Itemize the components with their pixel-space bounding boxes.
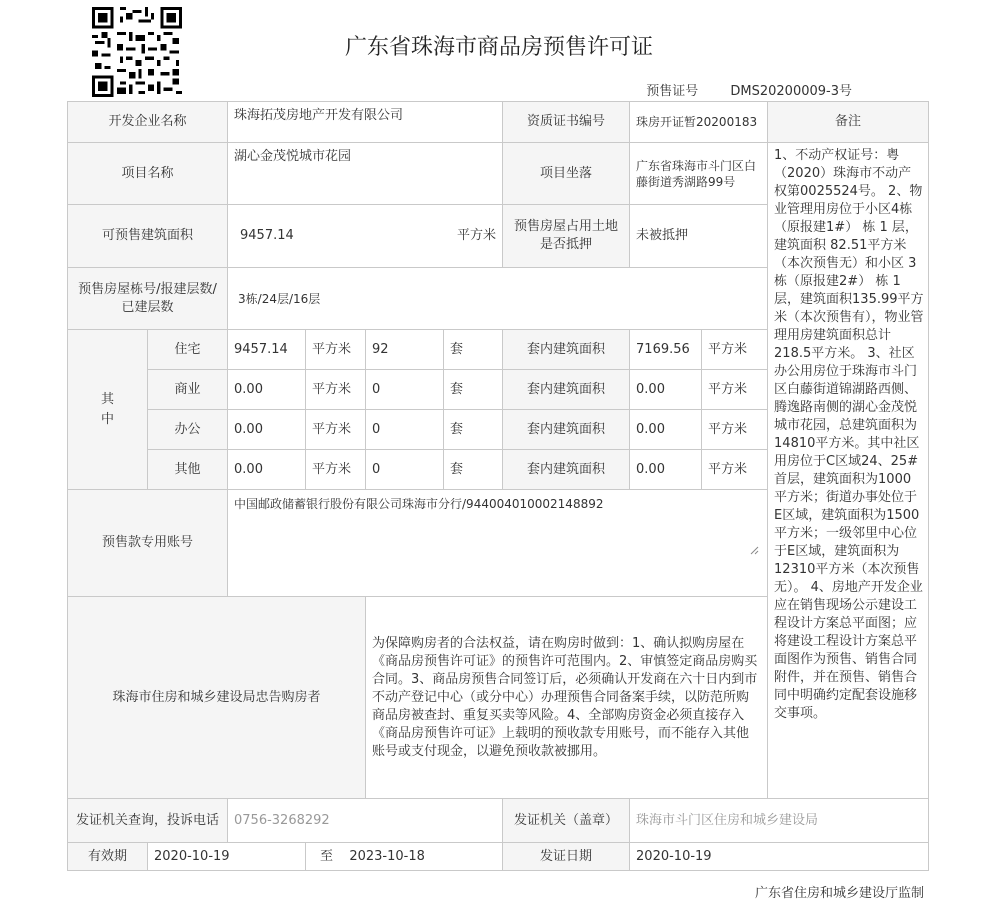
usage-count-unit: 套 [444, 450, 503, 490]
usage-area: 0.00 [228, 370, 306, 410]
usage-area-unit: 平方米 [306, 330, 366, 370]
usage-count-unit: 套 [444, 330, 503, 370]
land-mortgage-label: 预售房屋占用土地是否抵押 [503, 205, 630, 268]
qualification-label: 资质证书编号 [503, 102, 630, 143]
usage-area-unit: 平方米 [306, 370, 366, 410]
project-location-value: 广东省珠海市斗门区白藤街道秀湖路99号 [630, 143, 768, 205]
usage-area: 9457.14 [228, 330, 306, 370]
account-cell [228, 490, 768, 597]
warning-text: 为保障购房者的合法权益，请在购房时做到：1、确认拟购房屋在《商品房预售许可证》的预售许可范围内。2、审慎签定商品房购买合同。3、商品房预售合同签订后，必须确认开发商在六十日内到市不动产登记中心（或分中心）办理预售合同备案手续，以防范所购商品房被查封、重复买卖等风险。4、全部购房资金必须直接存入《商品房预售许可证》上载明的预收款专用账号，而不能存入其他账号或支付现金，以避免预收款被挪用。 [366, 597, 768, 799]
qualification-value: 珠房开证暂20200183 [630, 102, 768, 143]
resize-grip-icon[interactable] [749, 545, 759, 555]
usage-area: 0.00 [228, 410, 306, 450]
presale-area-value: 9457.14 [240, 228, 294, 243]
validity-label: 有效期 [68, 843, 148, 871]
project-name-value: 湖心金茂悦城市花园 [228, 143, 503, 205]
footer-supervisor: 广东省住房和城乡建设厅监制 [754, 886, 924, 901]
usage-inner-area: 0.00 [630, 410, 702, 450]
usage-inner-unit: 平方米 [702, 370, 768, 410]
permit-table [67, 101, 929, 871]
usage-inner-unit: 平方米 [702, 330, 768, 370]
complaint-label: 发证机关查询，投诉电话 [68, 799, 228, 843]
land-mortgage-value: 未被抵押 [630, 205, 768, 268]
usage-area: 0.00 [228, 450, 306, 490]
usage-inner-unit: 平方米 [702, 410, 768, 450]
page-title: 广东省珠海市商品房预售许可证 [344, 35, 653, 60]
usage-count-unit: 套 [444, 410, 503, 450]
presale-area-cell [228, 205, 503, 268]
account-textarea[interactable] [234, 495, 750, 551]
remarks-label: 备注 [768, 102, 929, 143]
valid-from: 2020-10-19 [148, 843, 306, 871]
usage-type: 其他 [148, 450, 228, 490]
complaint-phone: 0756-3268292 [228, 799, 503, 843]
usage-inner-area: 0.00 [630, 450, 702, 490]
buildings-label: 预售房屋栋号/报建层数/已建层数 [68, 268, 228, 330]
usage-count: 0 [366, 410, 444, 450]
usage-inner-unit: 平方米 [702, 450, 768, 490]
cert-number-label: 预售证号 [646, 84, 699, 99]
usage-inner-label: 套内建筑面积 [503, 450, 630, 490]
warning-org-label: 珠海市住房和城乡建设局忠告购房者 [68, 597, 366, 799]
developer-value: 珠海拓茂房地产开发有限公司 [228, 102, 503, 143]
issue-date-label: 发证日期 [503, 843, 630, 871]
issuer-label: 发证机关（盖章） [503, 799, 630, 843]
usage-area-unit: 平方米 [306, 410, 366, 450]
usage-inner-area: 0.00 [630, 370, 702, 410]
account-label: 预售款专用账号 [68, 490, 228, 597]
developer-label: 开发企业名称 [68, 102, 228, 143]
usage-type: 住宅 [148, 330, 228, 370]
cert-number [646, 80, 852, 99]
project-name-label: 项目名称 [68, 143, 228, 205]
usage-type: 商业 [148, 370, 228, 410]
project-location-label: 项目坐落 [503, 143, 630, 205]
usage-count: 92 [366, 330, 444, 370]
usage-count: 0 [366, 370, 444, 410]
to-label: 至 [320, 848, 334, 864]
buildings-value: 3栋/24层/16层 [228, 268, 768, 330]
usage-count: 0 [366, 450, 444, 490]
cert-number-value: DMS20200009-3号 [730, 84, 852, 99]
issuer-value: 珠海市斗门区住房和城乡建设局 [630, 799, 929, 843]
valid-to: 2023-10-18 [349, 848, 425, 864]
usage-inner-label: 套内建筑面积 [503, 370, 630, 410]
valid-to-cell [306, 843, 503, 871]
usage-inner-area: 7169.56 [630, 330, 702, 370]
of-which-label: 其 中 [68, 330, 148, 490]
presale-area-label: 可预售建筑面积 [68, 205, 228, 268]
usage-inner-label: 套内建筑面积 [503, 330, 630, 370]
usage-inner-label: 套内建筑面积 [503, 410, 630, 450]
usage-area-unit: 平方米 [306, 450, 366, 490]
issue-date-value: 2020-10-19 [630, 843, 929, 871]
usage-type: 办公 [148, 410, 228, 450]
remarks-text: 1、不动产权证号：粤（2020）珠海市不动产权第0025524号。 2、物业管理用房位于小区4栋（原报建1#） 栋 1 层，建筑面积 82.51平方米（本次预售无）和小区 3栋（原报建2#） 栋 1 层，建筑面积135.99平方米（本次预售有），物业管理用房建筑面积总计 218.5平方米。 3、社区办公用房位于珠海市斗门区白藤街道锦湖路西侧、腾逸路南侧的湖心金茂悦城市花园，总建筑面积为14810平方米。其中社区用房位于C区域24、25#首层，建筑面积为1000平方米；街道办事处位于E区域，建筑面积为1500平方米；一级邻里中心位于E区域，建筑面积为12310平方米（本次预售无）。 4、房地产开发企业应在销售现场公示建设工程设计方案总平面图；应将建设工程设计方案总平面图作为预售、销售合同附件，并在预售、销售合同中明确约定配套设施移交事项。 [768, 143, 929, 799]
usage-count-unit: 套 [444, 370, 503, 410]
presale-area-unit: 平方米 [457, 228, 497, 243]
